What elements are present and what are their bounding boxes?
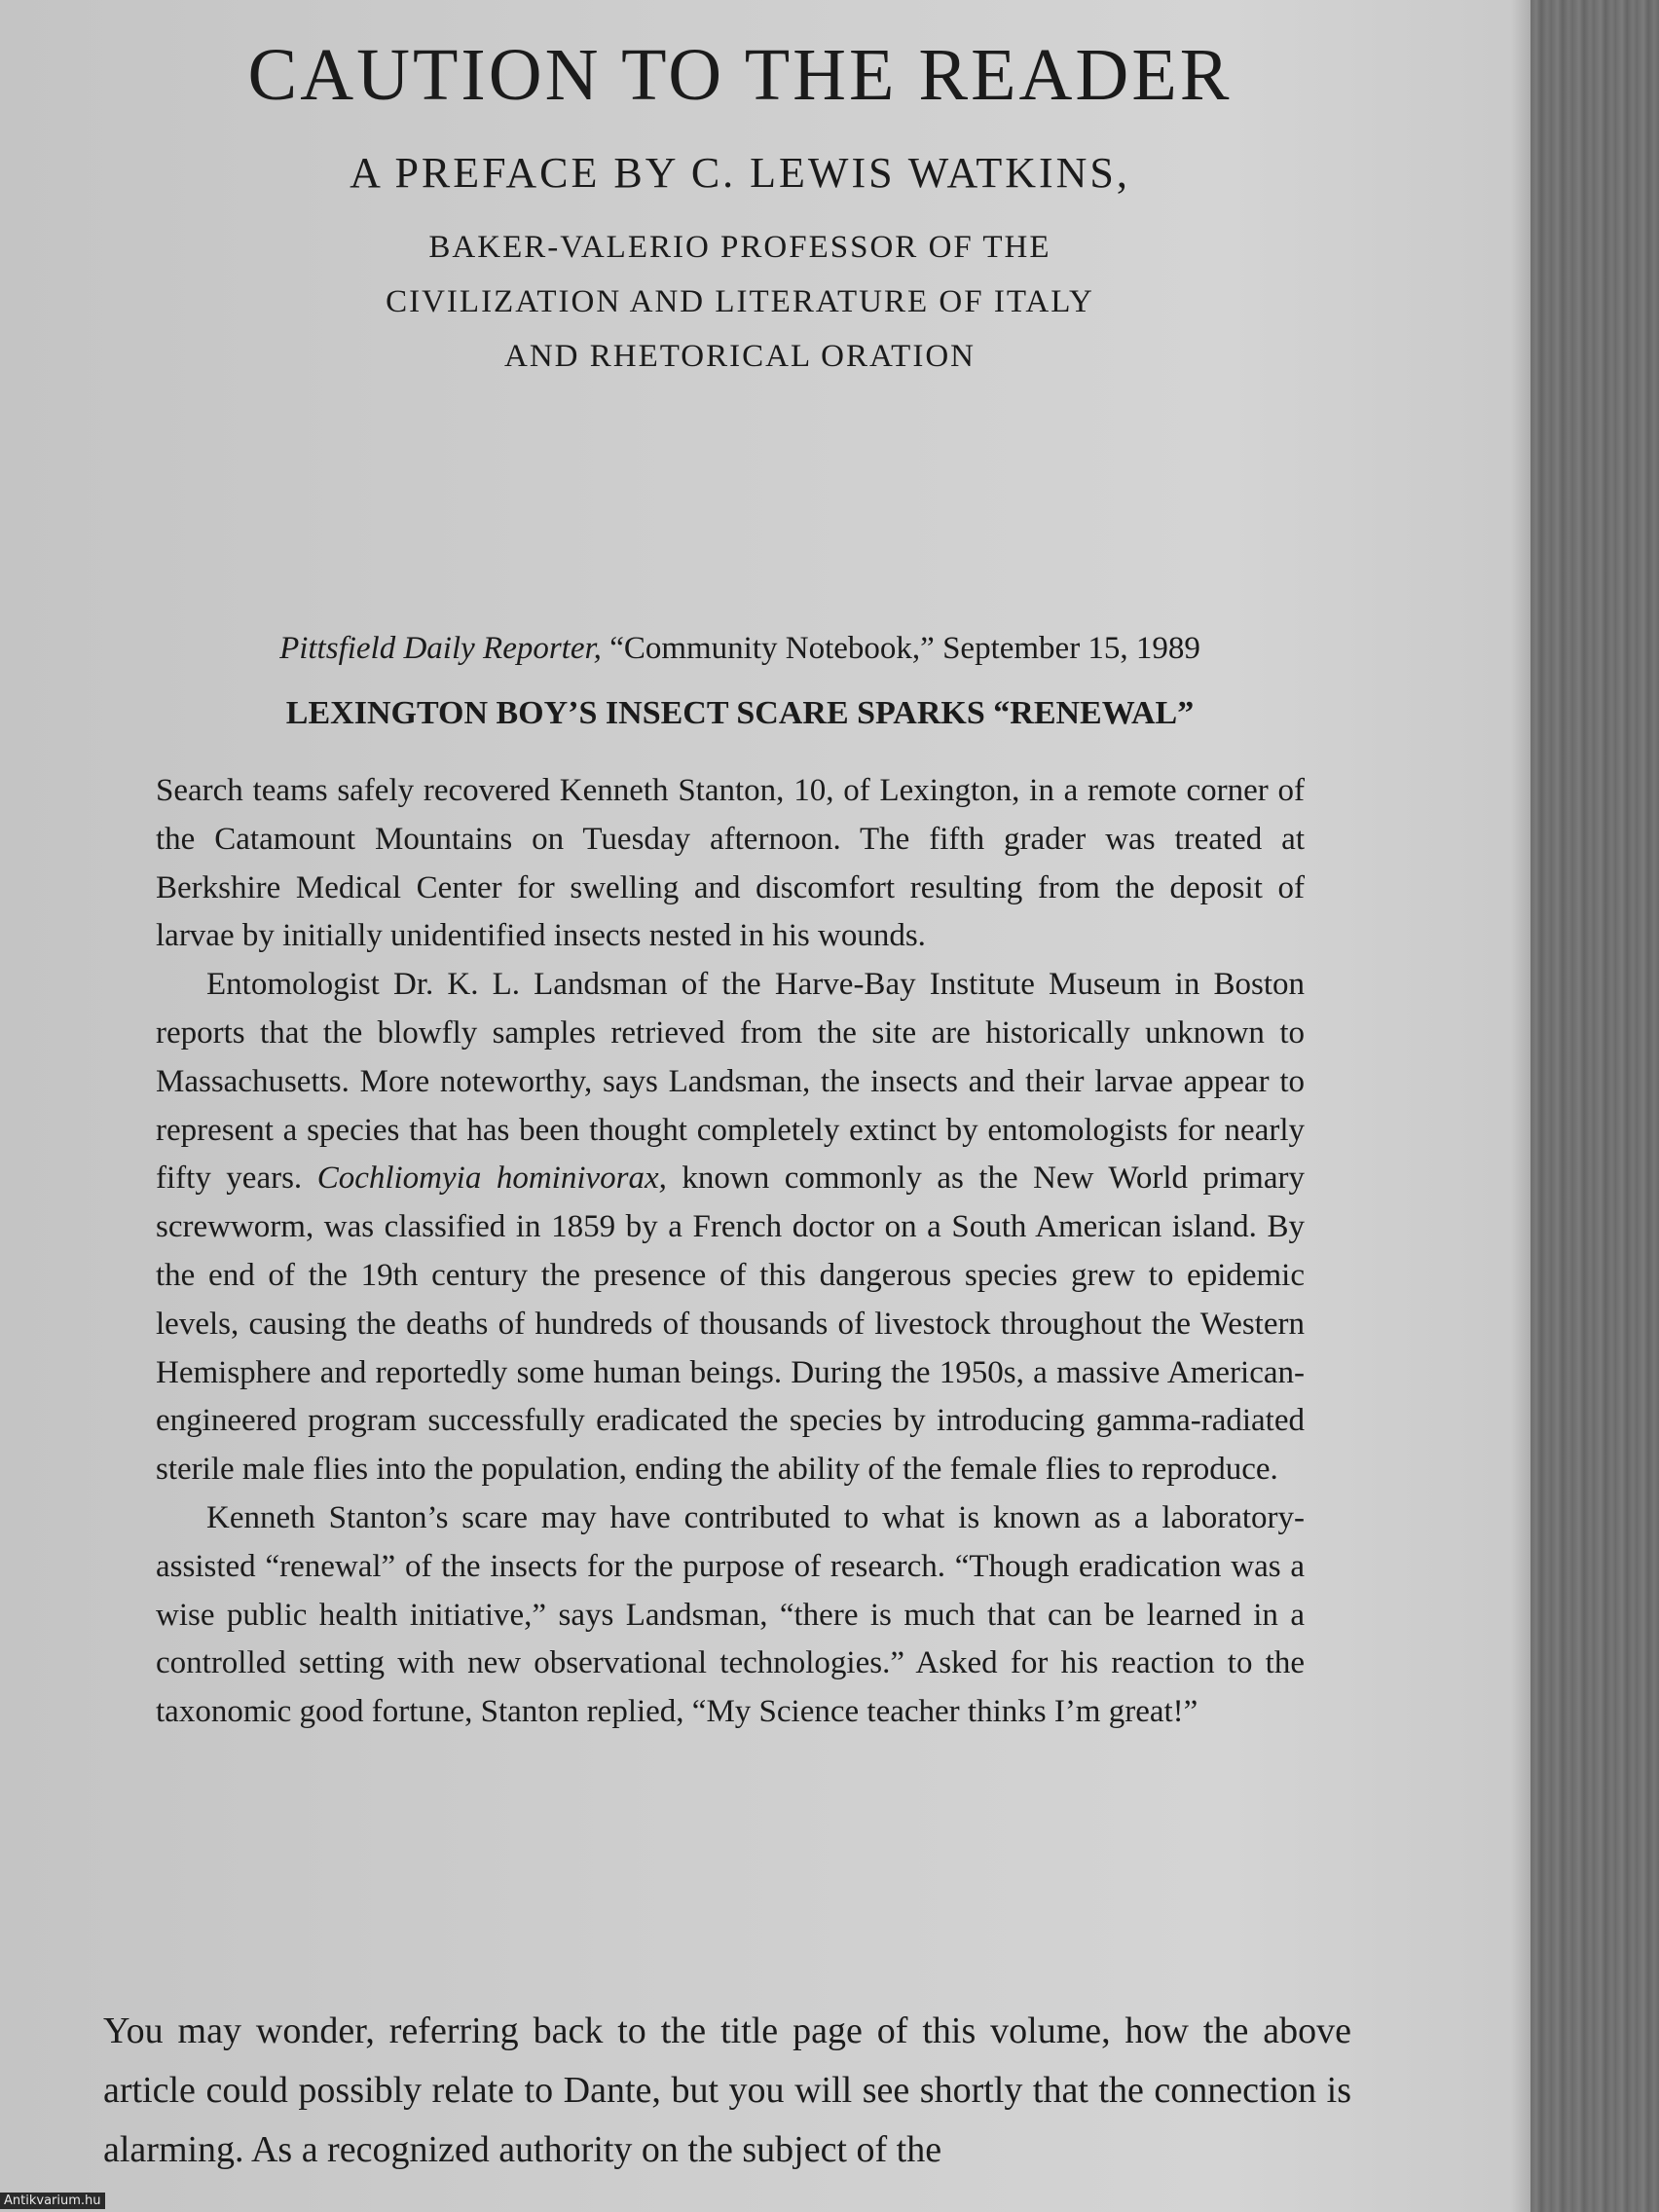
citation-details: “Community Notebook,” September 15, 1989 — [601, 631, 1200, 666]
article-headline: LEXINGTON BOY’S INSECT SCARE SPARKS “RENEWAL” — [285, 695, 1195, 731]
affiliation-line: AND RHETORICAL ORATION — [504, 339, 976, 374]
article-body — [156, 767, 1305, 1737]
article-citation — [0, 631, 1480, 667]
page-edge-shadow — [1511, 0, 1530, 2212]
body-paragraph: You may wonder, referring back to the title page of this volume, how the above article could possibly relate to Dante, but you will see shortly that the connection is alarming. As a recognized authority on the subject of the — [103, 2010, 1351, 2170]
wood-background — [1530, 0, 1659, 2212]
affiliation-line: BAKER-VALERIO PROFESSOR OF THE — [428, 230, 1051, 265]
article-paragraph — [156, 961, 1305, 1494]
author-affiliation — [0, 220, 1480, 384]
paragraph-text: known commonly as the New World primary screwworm, was classified in 1859 by a French doctor on a South American island. By the end of the 19th century the presence of this dangerous species grew to epidemic levels, causing the deaths of hundreds of thousands of livestock throughout the Western Hemisphere and reportedly some human beings. During the 1950s, a massive American-engineered program successfully eradicated the species by introducing gamma-radiated sterile male flies into the population, ending the ability of the female flies to reproduce. — [156, 1161, 1305, 1488]
watermark: Antikvarium.hu — [0, 2193, 105, 2209]
article-paragraph: Kenneth Stanton’s scare may have contributed to what is known as a laboratory-assisted “renewal” of the insects for the purpose of research. “Though eradication was a wise public health initiative,” says Landsman, “there is much that can be learned in a controlled setting with new observational technologies.” Asked for his reaction to the taxonomic good fortune, Stanton replied, “My Science teacher thinks I’m great!” — [156, 1499, 1305, 1730]
publication-name: Pittsfield Daily Reporter, — [279, 631, 602, 666]
paragraph-text: Entomologist Dr. K. L. Landsman of the Harve-Bay Institute Museum in Boston reports that the blowfly samples retrieved from the site are historically unknown to Massachusetts. More noteworthy, says Landsman, the insects and their larvae appear to represent a species that has been thought completely extinct by entomologists for nearly fifty years. — [156, 967, 1305, 1197]
article-paragraph: Search teams safely recovered Kenneth Stanton, 10, of Lexington, in a remote corner of the Catamount Mountains on Tuesday afternoon. The fifth grader was treated at Berkshire Medical Center for swelling and discomfort resulting from the deposit of larvae by initially unidentified insects nested in his wounds. — [156, 773, 1305, 954]
page-title: CAUTION TO THE READER — [247, 34, 1233, 116]
preface-byline: A PREFACE BY C. LEWIS WATKINS, — [350, 149, 1130, 197]
species-name: Cochliomyia hominivorax, — [316, 1161, 667, 1197]
preface-body — [103, 2002, 1351, 2180]
affiliation-line: CIVILIZATION AND LITERATURE OF ITALY — [386, 284, 1094, 319]
